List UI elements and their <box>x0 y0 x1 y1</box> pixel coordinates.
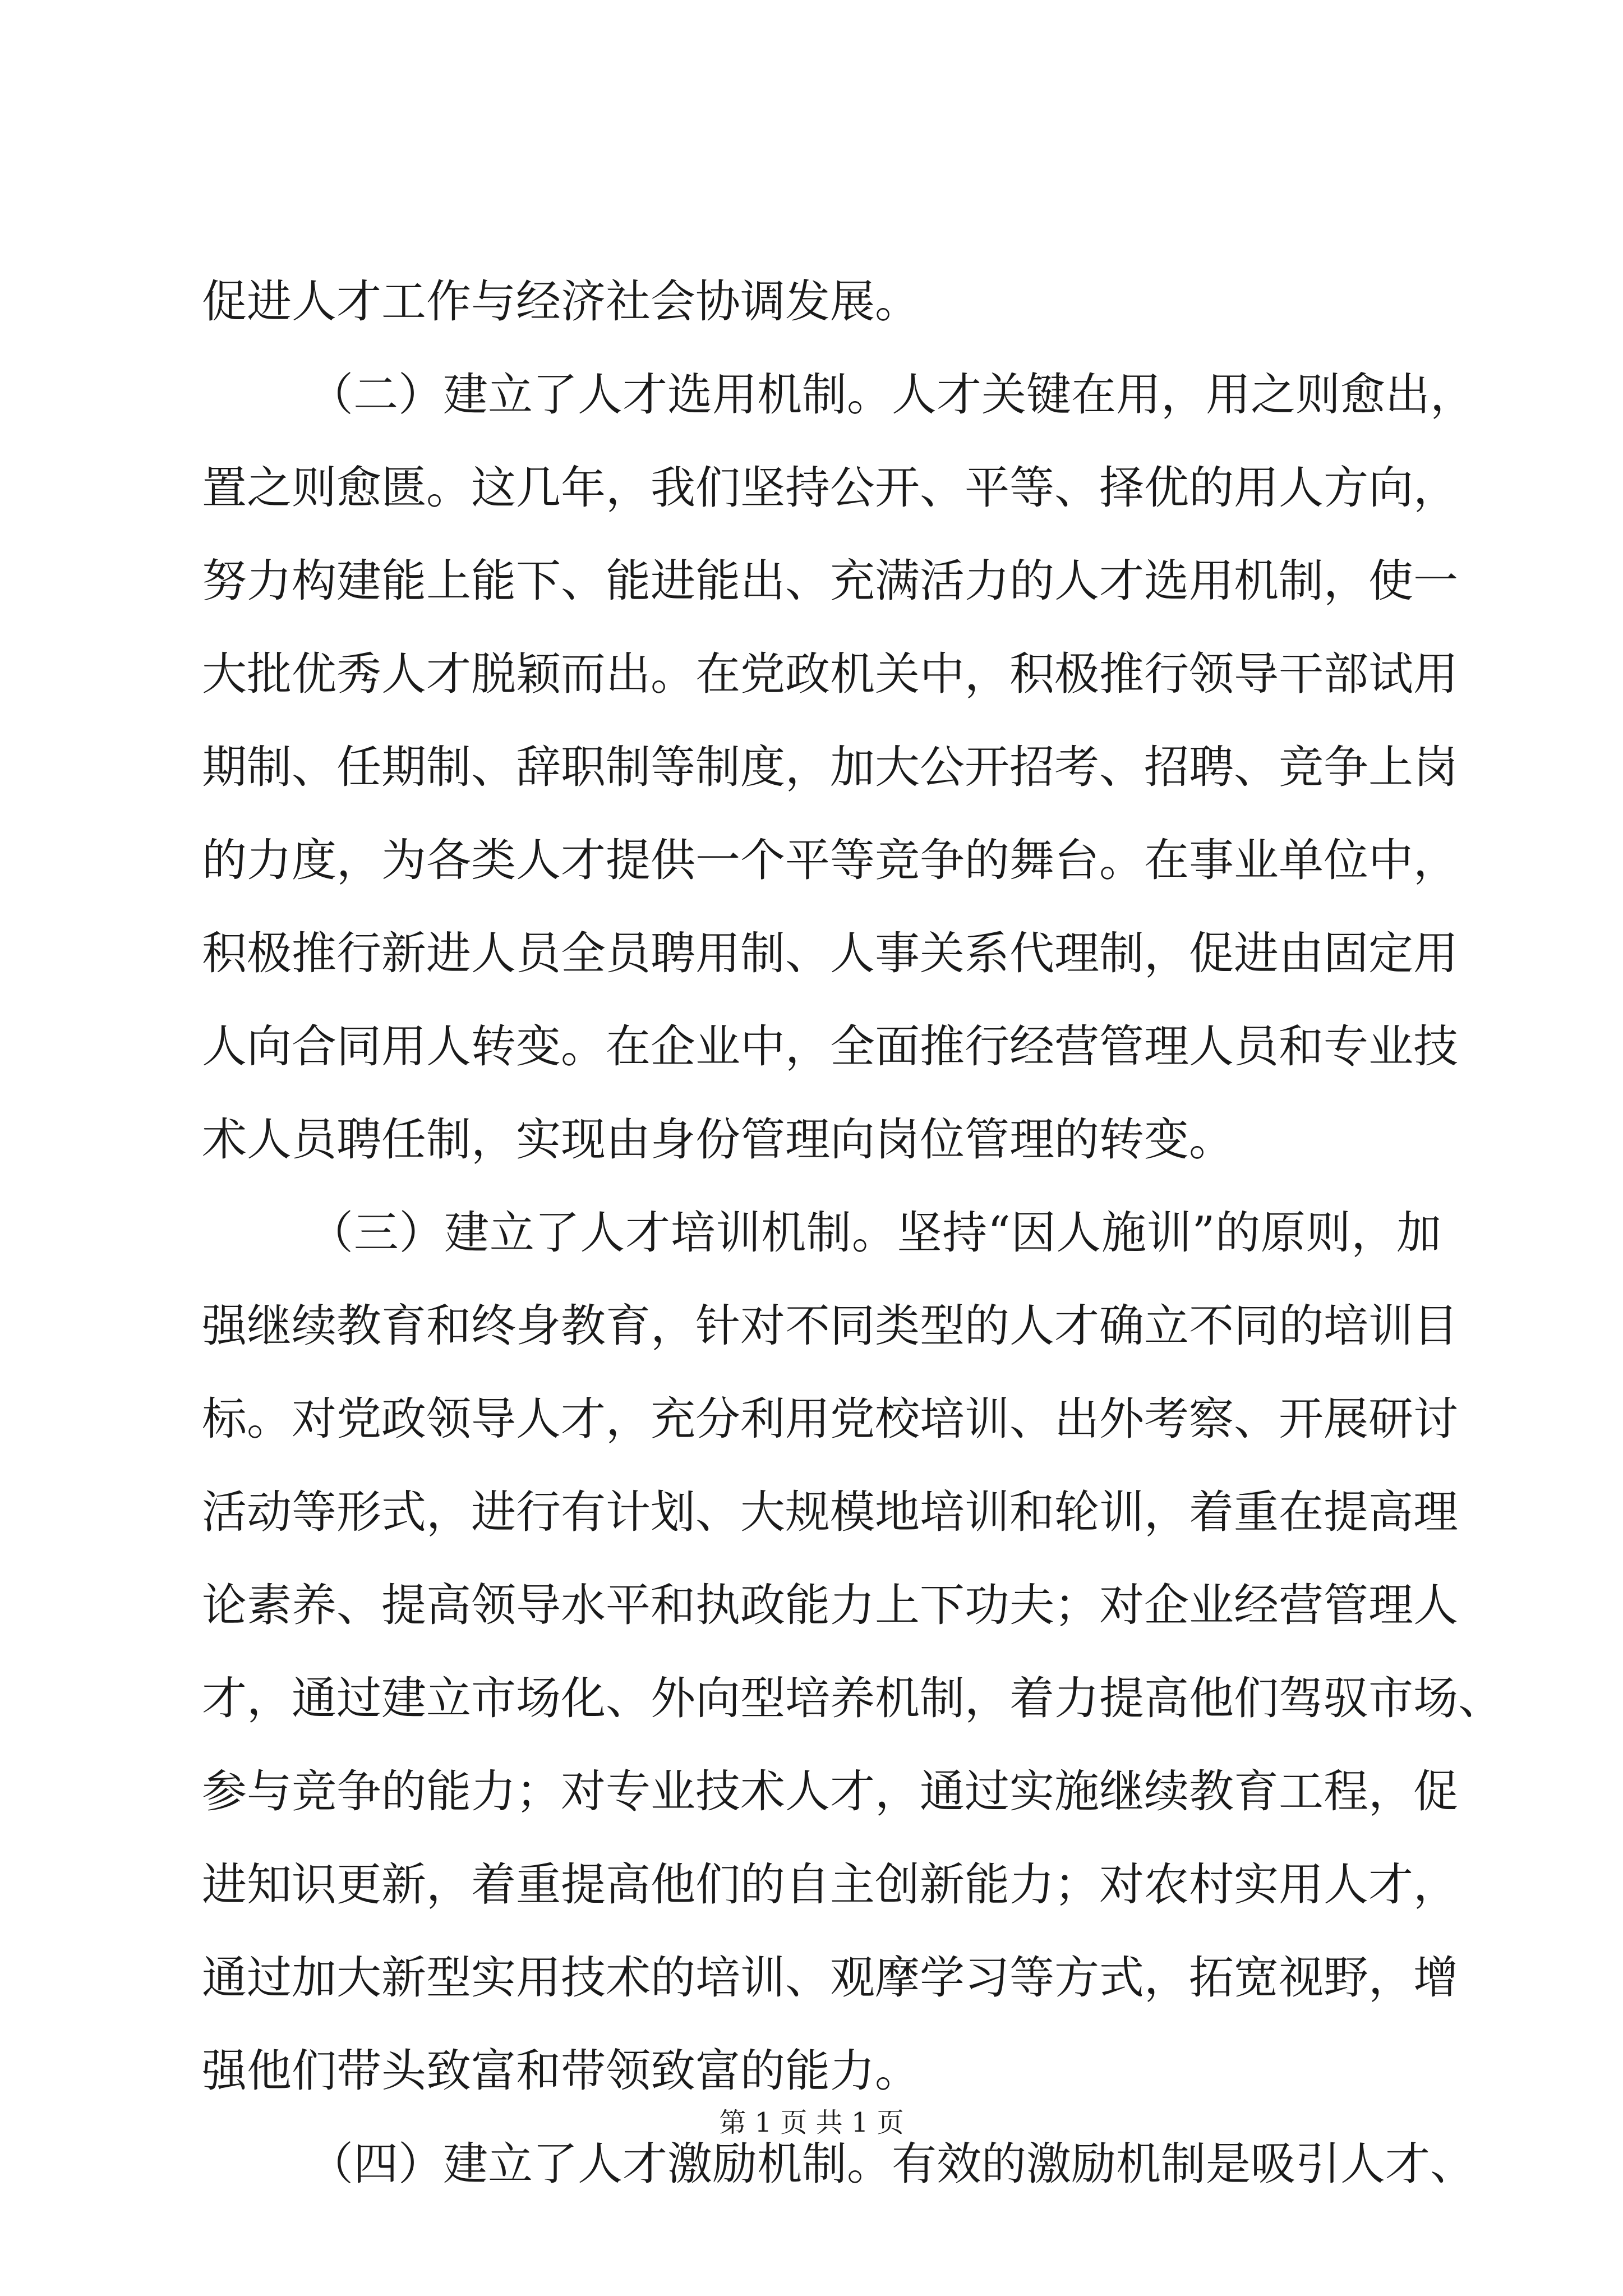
paragraph-line: （二）建立了人才选用机制。人才关键在用，用之则愈出， <box>308 369 1475 421</box>
paragraph-line: 强他们带头致富和带领致富的能力。 <box>202 2045 920 2097</box>
paragraph-line: 人向合同用人转变。在企业中，全面推行经营管理人员和专业技 <box>202 1020 1458 1073</box>
paragraph-line: 大批优秀人才脱颖而出。在党政机关中，积极推行领导干部试用 <box>202 648 1458 700</box>
paragraph-line: 通过加大新型实用技术的培训、观摩学习等方式，拓宽视野，增 <box>202 1952 1458 2004</box>
paragraph-line: 标。对党政领导人才，充分利用党校培训、出外考察、开展研讨 <box>202 1393 1458 1445</box>
page-footer: 第 1 页 共 1 页 <box>719 2107 904 2138</box>
paragraph-line: 论素养、提高领导水平和执政能力上下功夫；对企业经营管理人 <box>202 1579 1458 1631</box>
paragraph-line: 参与竞争的能力；对专业技术人才，通过实施继续教育工程，促 <box>202 1765 1458 1818</box>
paragraph-line: 的力度，为各类人才提供一个平等竞争的舞台。在事业单位中， <box>202 834 1458 886</box>
paragraph-line: 术人员聘任制，实现由身份管理向岗位管理的转变。 <box>202 1114 1234 1166</box>
paragraph-line: 置之则愈匮。这几年，我们坚持公开、平等、择优的用人方向， <box>202 462 1458 514</box>
paragraph-line: （三）建立了人才培训机制。坚持“因人施训”的原则，加 <box>308 1207 1441 1259</box>
paragraph-line: 积极推行新进人员全员聘用制、人事关系代理制，促进由固定用 <box>202 927 1458 979</box>
paragraph-line: 强继续教育和终身教育，针对不同类型的人才确立不同的培训目 <box>202 1300 1458 1352</box>
paragraph-line: （四）建立了人才激励机制。有效的激励机制是吸引人才、 <box>308 2138 1475 2190</box>
paragraph-line: 才，通过建立市场化、外向型培养机制，着力提高他们驾驭市场、 <box>202 1672 1503 1724</box>
paragraph-line: 进知识更新，着重提高他们的自主创新能力；对农村实用人才， <box>202 1858 1458 1911</box>
paragraph-line: 促进人才工作与经济社会协调发展。 <box>202 275 920 328</box>
paragraph-line: 活动等形式，进行有计划、大规模地培训和轮训，着重在提高理 <box>202 1486 1458 1538</box>
document-body <box>202 255 1503 2211</box>
paragraph-line: 期制、任期制、辞职制等制度，加大公开招考、招聘、竞争上岗 <box>202 741 1458 793</box>
paragraph-line: 努力构建能上能下、能进能出、充满活力的人才选用机制，使一 <box>202 555 1458 607</box>
